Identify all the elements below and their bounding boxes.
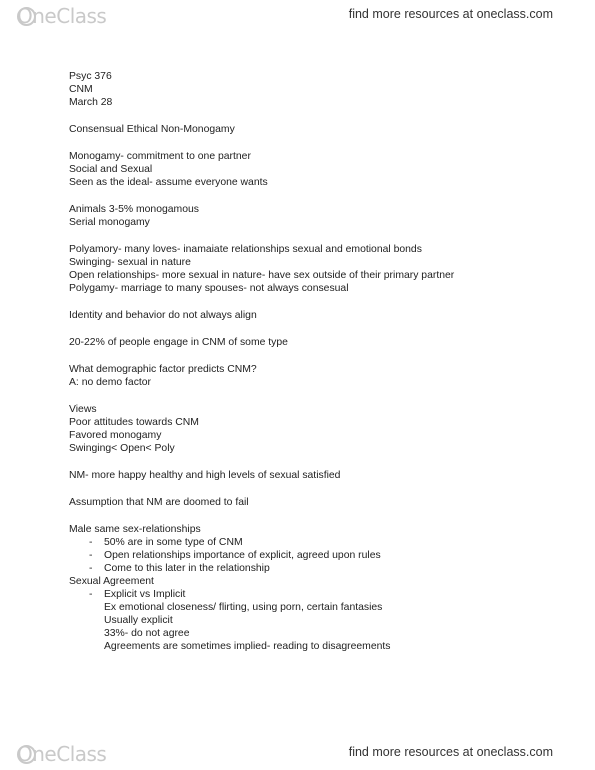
list-item: - Explicit vs Implicit: [69, 588, 549, 601]
document-title: Consensual Ethical Non-Monogamy: [69, 124, 235, 135]
oneclass-logo[interactable]: [17, 4, 106, 28]
text-line: Usually explicit: [104, 615, 173, 626]
list-item: - 50% are in some type of CNM: [69, 536, 549, 549]
section-sexual-agreement: [69, 575, 549, 653]
list-item: - Come to this later in the relationship: [69, 562, 549, 575]
text-line: Open relationships- more sexual in nature- have sex outside of their primary partner: [69, 270, 455, 281]
text-line: 33%- do not agree: [104, 628, 190, 639]
text-line: 20-22% of people engage in CNM of some type: [69, 337, 288, 348]
section-heading: Sexual Agreement: [69, 576, 154, 587]
list-item: - Open relationships importance of explicit, agreed upon rules: [69, 549, 549, 562]
logo-text: OneClass: [17, 742, 107, 766]
text-line: Animals 3-5% monogamous: [69, 204, 199, 215]
section-male-same-sex: [69, 523, 549, 575]
text-line: Views: [69, 404, 97, 415]
text-line: Polyamory- many loves- inamaiate relationships sexual and emotional bonds: [69, 244, 422, 255]
text-line: Polygamy- marriage to many spouses- not always consesual: [69, 283, 349, 294]
text-line: Monogamy- commitment to one partner: [69, 151, 251, 162]
text-line: Poor attitudes towards CNM: [69, 417, 199, 428]
text-line: Ex emotional closeness/ flirting, using porn, certain fantasies: [104, 602, 383, 613]
logo-text: OneClass: [17, 4, 107, 28]
text-line: Swinging< Open< Poly: [69, 443, 175, 454]
oneclass-logo[interactable]: [17, 742, 106, 766]
text-line: NM- more happy healthy and high levels of sexual satisfied: [69, 470, 341, 481]
topic-line: CNM: [69, 84, 93, 95]
text-line: Seen as the ideal- assume everyone wants: [69, 177, 268, 188]
date-line: March 28: [69, 97, 113, 108]
text-line: Social and Sexual: [69, 164, 153, 175]
text-line: Identity and behavior do not always align: [69, 310, 257, 321]
text-line: Serial monogamy: [69, 217, 150, 228]
bullet-list: [69, 536, 549, 575]
page-header: [0, 0, 595, 30]
page-footer: [0, 738, 595, 768]
bullet-list: [69, 588, 549, 601]
section-heading: Male same sex-relationships: [69, 524, 201, 535]
text-line: A: no demo factor: [69, 377, 152, 388]
text-line: Swinging- sexual in nature: [69, 257, 191, 268]
text-line: Favored monogamy: [69, 430, 162, 441]
section-animals: [69, 203, 549, 229]
section-monogamy: [69, 150, 549, 189]
course-line: Psyc 376: [69, 71, 112, 82]
text-line: What demographic factor predicts CNM?: [69, 364, 257, 375]
document-body: [69, 70, 549, 653]
section-demographic: [69, 363, 549, 389]
section-views: [69, 403, 549, 455]
text-line: Assumption that NM are doomed to fail: [69, 497, 249, 508]
text-line: Agreements are sometimes implied- reading to disagreements: [104, 641, 391, 652]
resources-link[interactable]: find more resources at oneclass.com: [348, 745, 553, 759]
resources-link[interactable]: find more resources at oneclass.com: [348, 7, 553, 21]
section-types: [69, 243, 549, 295]
